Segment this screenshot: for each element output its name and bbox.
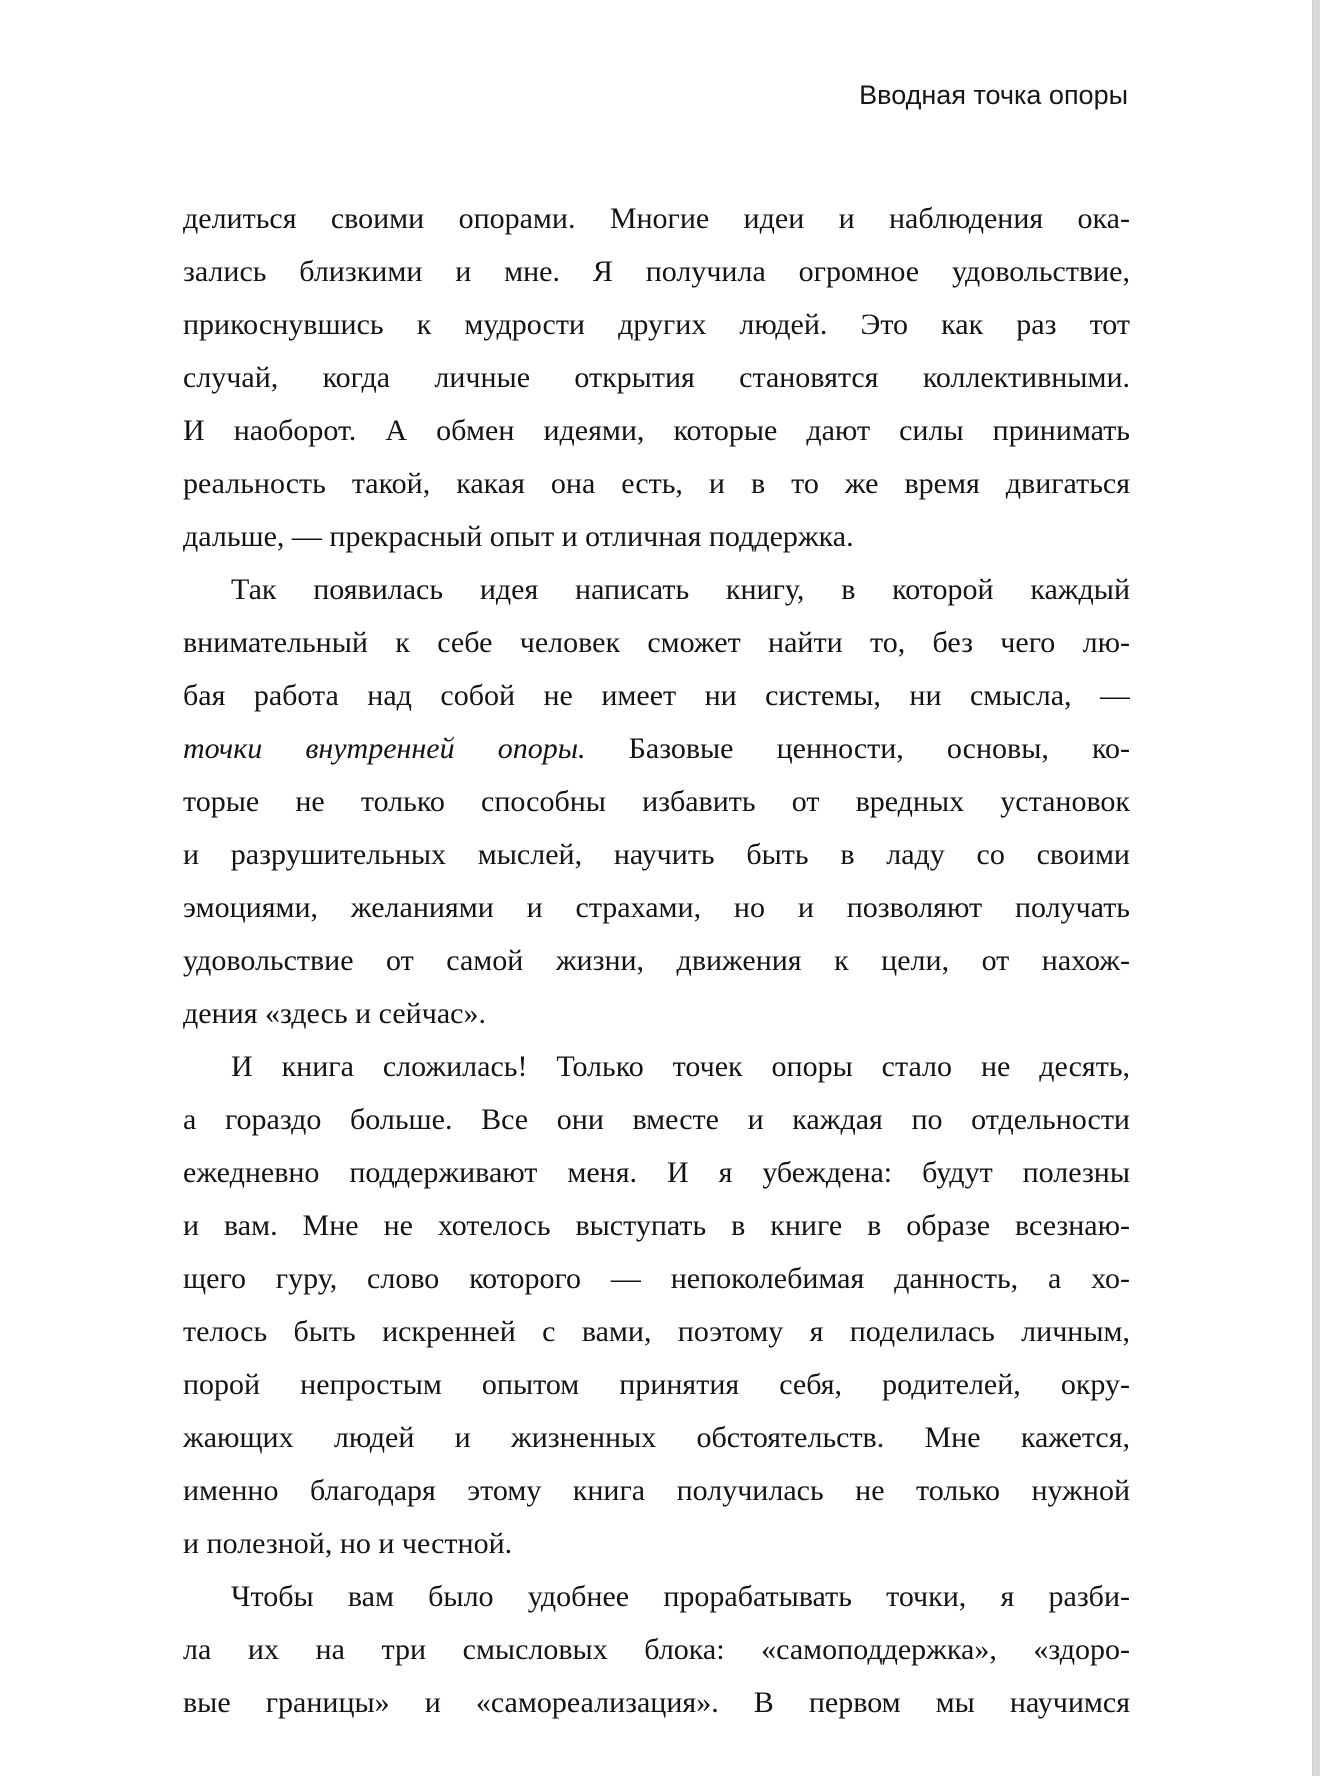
- text-line: [183, 881, 1130, 934]
- body-text: жающих людей и жизненных обстоятельств. Мне кажется,: [183, 1421, 1130, 1454]
- body-text: вые границы» и «самореализация». В первом мы научимся: [183, 1686, 1130, 1719]
- text-line: [183, 1305, 1130, 1358]
- body-text: именно благодаря этому книга получилась не только нужной: [183, 1474, 1130, 1507]
- text-line: [183, 510, 1130, 563]
- paragraph: [183, 192, 1130, 563]
- body-text: И наоборот. А обмен идеями, которые дают силы принимать: [183, 414, 1130, 447]
- text-line: [183, 1358, 1130, 1411]
- body-text: прикоснувшись к мудрости других людей. Это как раз тот: [183, 308, 1130, 341]
- text-line: [183, 987, 1130, 1040]
- text-line: [183, 616, 1130, 669]
- paragraph: [183, 1040, 1130, 1570]
- text-line: [183, 1676, 1130, 1729]
- text-line: [183, 1252, 1130, 1305]
- text-line: [183, 298, 1130, 351]
- body-text: Базовые ценности, основы, ко-: [585, 732, 1130, 765]
- text-line: [183, 563, 1130, 616]
- body-text: щего гуру, слово которого — непоколебимая данность, а хо-: [183, 1262, 1130, 1295]
- text-line: [183, 245, 1130, 298]
- text-line: [183, 1199, 1130, 1252]
- body-text: ежедневно поддерживают меня. И я убеждена: будут полезны: [183, 1156, 1130, 1189]
- body-text: и полезной, но и честной.: [183, 1527, 513, 1560]
- text-line: [183, 1093, 1130, 1146]
- text-line: [183, 1464, 1130, 1517]
- body-text: случай, когда личные открытия становятся коллективными.: [183, 361, 1130, 394]
- body-text: зались близкими и мне. Я получила огромное удовольствие,: [183, 255, 1130, 288]
- body-text: делиться своими опорами. Многие идеи и наблюдения ока-: [183, 202, 1130, 235]
- body-text: внимательный к себе человек сможет найти то, без чего лю-: [183, 626, 1130, 659]
- text-line: [183, 1570, 1130, 1623]
- body-text: дения «здесь и сейчас».: [183, 997, 486, 1030]
- text-line: [183, 1411, 1130, 1464]
- text-line: [183, 775, 1130, 828]
- body-text: бая работа над собой не имеет ни системы, ни смысла, —: [183, 679, 1130, 712]
- body-text: удовольствие от самой жизни, движения к цели, от нахож-: [183, 944, 1130, 977]
- text-line: [183, 351, 1130, 404]
- text-line: [183, 934, 1130, 987]
- text-line: [183, 1040, 1130, 1093]
- running-head: Вводная точка опоры: [859, 80, 1128, 110]
- body-text: дальше, — прекрасный опыт и отличная поддержка.: [183, 520, 854, 553]
- body-text: реальность такой, какая она есть, и в то же время двигаться: [183, 467, 1130, 500]
- text-line: [183, 828, 1130, 881]
- text-line: [183, 1146, 1130, 1199]
- body-text: а гораздо больше. Все они вместе и каждая по отдельности: [183, 1103, 1130, 1136]
- text-line: [183, 1517, 1130, 1570]
- page-edge-strip: [1312, 0, 1320, 1776]
- body-text: Чтобы вам было удобнее прорабатывать точки, я разби-: [231, 1580, 1130, 1613]
- italic-text: точки внутренней опоры.: [183, 732, 586, 765]
- body-text: порой непростым опытом принятия себя, родителей, окру-: [183, 1368, 1130, 1401]
- body-text: телось быть искренней с вами, поэтому я поделилась личным,: [183, 1315, 1130, 1348]
- body-text: торые не только способны избавить от вредных установок: [183, 785, 1130, 818]
- text-line: [183, 192, 1130, 245]
- body-text: И книга сложилась! Только точек опоры стало не десять,: [231, 1050, 1130, 1083]
- text-line: [183, 404, 1130, 457]
- text-line: [183, 457, 1130, 510]
- body-text: и разрушительных мыслей, научить быть в ладу со своими: [183, 838, 1130, 871]
- body-text: эмоциями, желаниями и страхами, но и позволяют получать: [183, 891, 1130, 924]
- text-block: [183, 192, 1130, 1729]
- paragraph: [183, 1570, 1130, 1729]
- text-line: [183, 669, 1130, 722]
- text-line: [183, 722, 1130, 775]
- paragraph: [183, 563, 1130, 1040]
- body-text: и вам. Мне не хотелось выступать в книге в образе всезнаю-: [183, 1209, 1130, 1242]
- body-text: ла их на три смысловых блока: «самоподдержка», «здоро-: [183, 1633, 1130, 1666]
- body-text: Так появилась идея написать книгу, в которой каждый: [231, 573, 1130, 606]
- text-line: [183, 1623, 1130, 1676]
